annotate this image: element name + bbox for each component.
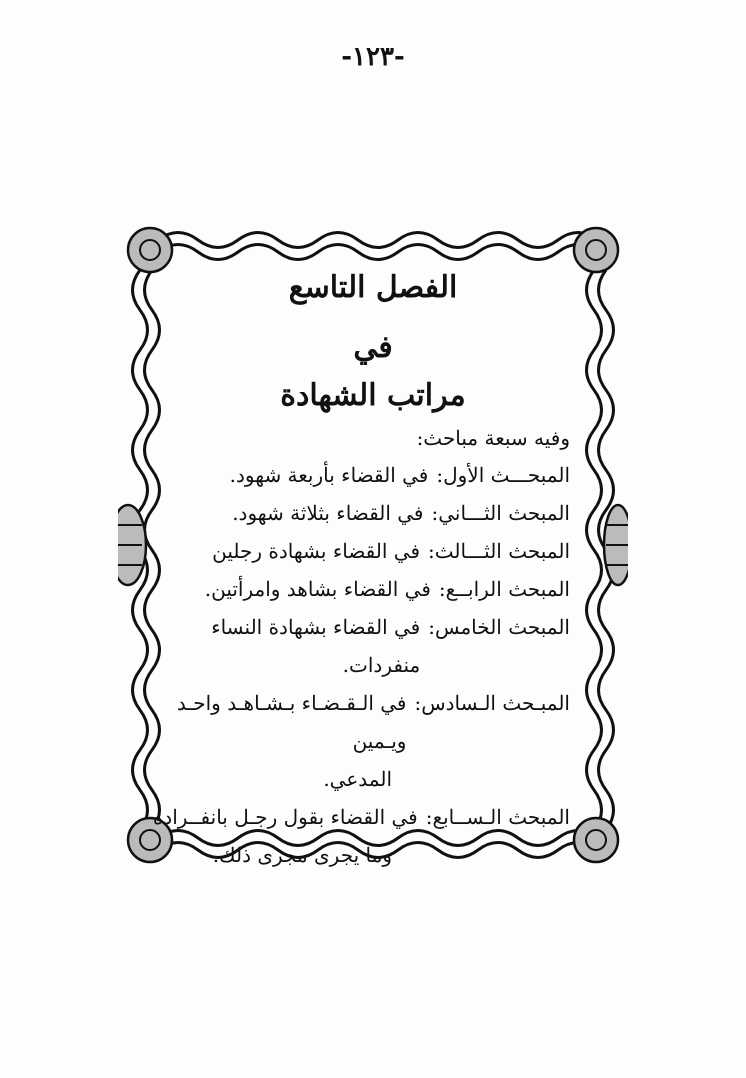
section-label: المبحث الخامس: — [428, 615, 570, 639]
section-desc: في القضاء بثلاثة شهود. — [232, 501, 424, 525]
section-desc: في القضاء بشهادة النساء منفردات. — [211, 615, 421, 677]
section-label: المبحث الثـــاني: — [431, 501, 570, 525]
list-item — [140, 798, 570, 836]
section-desc: في القضاء بشاهد وامرأتين. — [204, 577, 431, 601]
section-label: المبحث الثـــالث: — [428, 539, 570, 563]
section-desc-continued: المدعي. — [323, 767, 392, 791]
section-label: المبحث الـســابع: — [425, 805, 570, 829]
section-label: المبـحث الـسادس: — [414, 691, 570, 715]
chapter-subtitle: مراتب الشهادة — [280, 378, 466, 413]
chapter-title-connector: في — [353, 330, 393, 365]
section-desc: في الـقـضـاء بـشـاهـد واحـد ويـمين — [176, 691, 407, 753]
list-item — [140, 532, 570, 570]
list-item — [140, 608, 570, 684]
section-desc: في القضاء بشهادة رجلين — [212, 539, 421, 563]
section-desc-continued: وما يجرى مجرى ذلك. — [212, 843, 392, 867]
section-desc: في القضاء بأربعة شهود. — [229, 463, 429, 487]
page-number: -١٢٣- — [341, 42, 405, 72]
list-item — [140, 570, 570, 608]
sections-intro: وفيه سبعة مباحث: — [416, 426, 570, 450]
list-item — [140, 456, 570, 494]
list-item — [140, 684, 570, 760]
section-label: المبحـــث الأول: — [436, 463, 570, 487]
chapter-title: الفصل التاسع — [288, 270, 458, 305]
list-item — [140, 494, 570, 532]
section-label: المبحث الرابــع: — [438, 577, 570, 601]
sections-list — [140, 420, 570, 874]
section-desc: في القضاء بقول رجـل بانفــراده — [152, 805, 418, 829]
